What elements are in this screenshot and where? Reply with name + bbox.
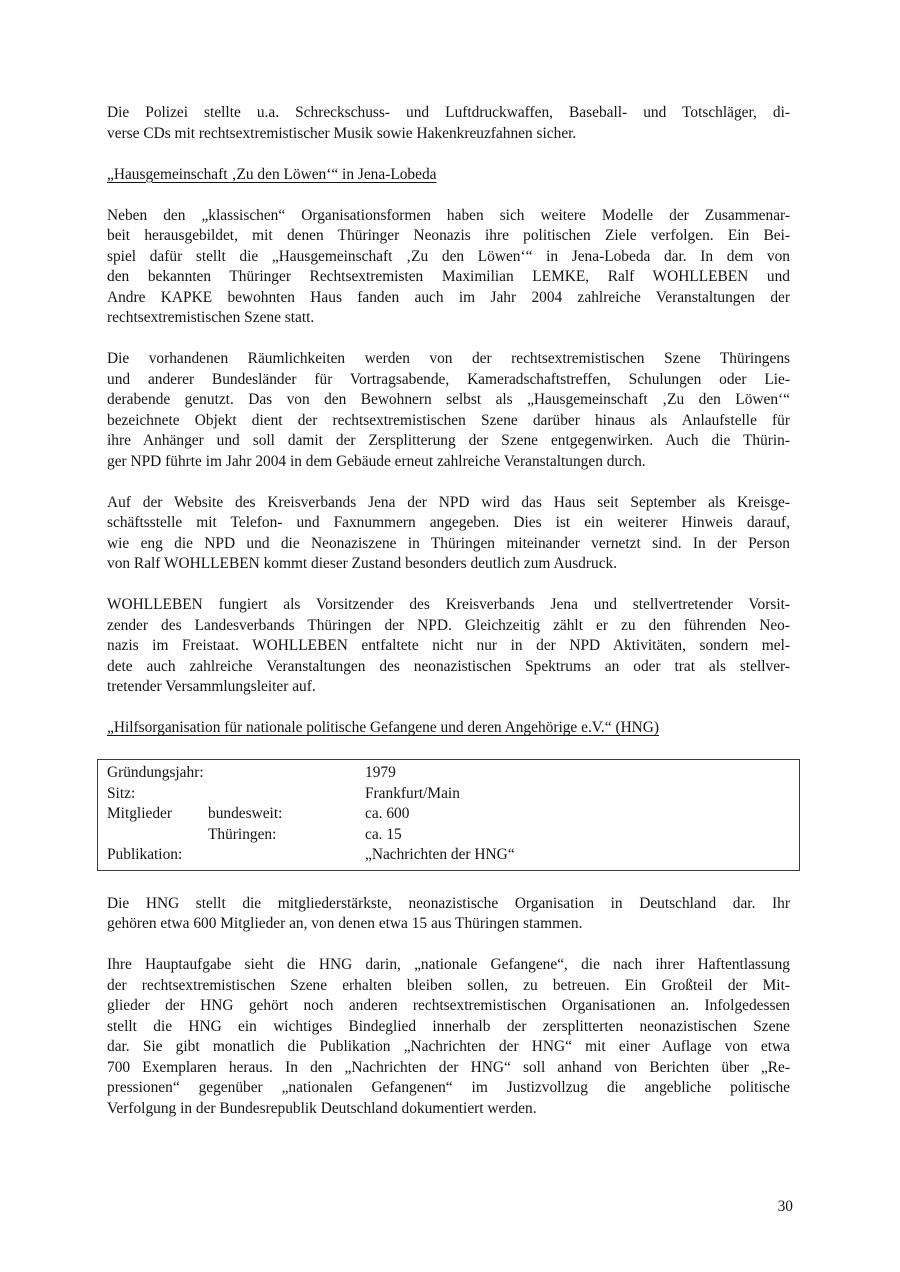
paragraph-line: der rechtsextremistischen Szene erhalten bleiben sollen, zu betreuen. Ein Großteil der Mit- (107, 976, 790, 994)
paragraph-line: zender des Landesverbands Thüringen der NPD. Gleichzeitig zählt er zu den führenden Neo- (107, 616, 790, 634)
infobox-row (107, 845, 799, 866)
infobox-sublabel (208, 763, 365, 784)
infobox-sublabel: bundesweit: (208, 805, 283, 822)
infobox-row (107, 763, 799, 784)
para-police-seizure (107, 103, 790, 144)
paragraph-line: beit herausgebildet, mit denen Thüringer Neonazis ihre politischen Ziele verfolgen. Ein Bei- (107, 227, 790, 244)
paragraph-line: und anderer Bundesländer für Vortragsabende, Kameradschaftstreffen, Schulungen oder Lie- (107, 370, 790, 388)
paragraph-line: dete auch zahlreiche Veranstaltungen des neonazistischen Spektrums an oder trat als stellver- (107, 657, 790, 675)
infobox-value: „Nachrichten der HNG“ (365, 846, 515, 863)
paragraph-line: dar. Sie gibt monatlich die Publikation „Nachrichten der HNG“ mit einer Auflage von etwa (107, 1038, 790, 1055)
paragraph-line: schäftsstelle mit Telefon- und Faxnummern angegeben. Dies ist ein weiterer Hinweis darauf, (107, 514, 790, 531)
infobox-sublabel (208, 845, 365, 866)
infobox-label: Publikation: (107, 846, 183, 863)
para-hng-hauptaufgabe (107, 955, 790, 1119)
para-hng-mitglieder (107, 894, 790, 935)
infobox-row (107, 784, 799, 805)
paragraph-line: gehören etwa 600 Mitglieder an, von denen etwa 15 aus Thüringen stammen. (107, 915, 583, 932)
paragraph-line: Auf der Website des Kreisverbands Jena der NPD wird das Haus seit September als Kreisge- (107, 493, 790, 511)
paragraph-line: den bekannten Thüringer Rechtsextremisten Maximilian LEMKE, Ralf WOHLLEBEN und (107, 268, 790, 285)
heading-hng: „Hilfsorganisation für nationale politische Gefangene und deren Angehörige e.V.“ (HNG) (107, 719, 660, 736)
paragraph-line: WOHLLEBEN fungiert als Vorsitzender des Kreisverbands Jena und stellvertretender Vorsit- (107, 596, 790, 613)
paragraph-line: pressionen“ gegenüber „nationalen Gefangenen“ im Justizvollzug die angebliche politische (107, 1079, 790, 1096)
infobox-label: Gründungsjahr: (107, 764, 204, 781)
document-body (107, 103, 790, 1140)
paragraph-line: ger NPD führte im Jahr 2004 in dem Gebäude erneut zahlreiche Veranstaltungen durch. (107, 452, 646, 470)
paragraph-line: derabende genutzt. Das von den Bewohnern selbst als „Hausgemeinschaft ‚Zu den Löwen‘“ (107, 391, 790, 408)
infobox-value: ca. 600 (365, 805, 410, 822)
paragraph-line: Andre KAPKE bewohnten Haus fanden auch im Jahr 2004 zahlreiche Veranstaltungen der (107, 288, 790, 306)
infobox-sublabel: Thüringen: (208, 825, 277, 843)
infobox-label: Sitz: (107, 784, 136, 802)
paragraph-line: wie eng die NPD und die Neonaziszene in Thüringen miteinander vernetzt sind. In der Person (107, 534, 790, 552)
infobox-value: Frankfurt/Main (365, 784, 460, 802)
paragraph-line: Neben den „klassischen“ Organisationsformen haben sich weitere Modelle der Zusammenar- (107, 206, 790, 224)
para-organisationsformen (107, 206, 790, 329)
paragraph-line: glieder der HNG gehört noch anderen rechtsextremistischen Organisationen an. Infolgedessen (107, 997, 790, 1014)
para-website-kreisverband (107, 493, 790, 575)
paragraph-line: verse CDs mit rechtsextremistischer Musik sowie Hakenkreuzfahnen sicher. (107, 124, 577, 142)
infobox-label (107, 825, 208, 846)
heading-hausgemeinschaft-zu-den-loewen: „Hausgemeinschaft ‚Zu den Löwen‘“ in Jena-Lobeda (107, 165, 437, 183)
infobox-label: Mitglieder (107, 805, 172, 822)
infobox-value: 1979 (365, 764, 396, 781)
infobox-row (107, 825, 799, 846)
paragraph-line: 700 Exemplaren heraus. In den „Nachrichten der HNG“ soll anhand von Berichten über „Re- (107, 1058, 790, 1076)
paragraph-line: Verfolgung in der Bundesrepublik Deutschland dokumentiert werden. (107, 1099, 537, 1117)
hng-infobox (97, 759, 800, 871)
paragraph-line: Ihre Hauptaufgabe sieht die HNG darin, „nationale Gefangene“, die nach ihrer Haftentlassung (107, 956, 790, 973)
paragraph-line: ihre Anhänger und soll damit der Zersplitterung der Szene entgegenwirken. Auch die Thürin- (107, 432, 790, 449)
paragraph-line: rechtsextremistischen Szene statt. (107, 309, 315, 326)
paragraph-line: von Ralf WOHLLEBEN kommt dieser Zustand besonders deutlich zum Ausdruck. (107, 555, 618, 572)
infobox-sublabel (208, 784, 365, 805)
paragraph-line: Die Polizei stellte u.a. Schreckschuss- und Luftdruckwaffen, Baseball- und Totschläger, di- (107, 104, 790, 121)
paragraph-line: nazis im Freistaat. WOHLLEBEN entfaltete nicht nur in der NPD Aktivitäten, sondern mel- (107, 637, 790, 654)
infobox-row (107, 804, 799, 825)
para-raeumlichkeiten (107, 349, 790, 472)
paragraph-line: tretender Versammlungsleiter auf. (107, 678, 316, 695)
paragraph-line: stellt die HNG ein wichtiges Bindeglied innerhalb der zersplitterten neonazistischen Szene (107, 1017, 790, 1035)
page-number: 30 (777, 1198, 793, 1215)
paragraph-line: Die vorhandenen Räumlichkeiten werden von der rechtsextremistischen Szene Thüringens (107, 350, 790, 367)
para-wohlleben (107, 595, 790, 698)
infobox-value: ca. 15 (365, 825, 402, 843)
paragraph-line: bezeichnete Objekt dient der rechtsextremistischen Szene darüber hinaus als Anlaufstelle für (107, 411, 790, 429)
paragraph-line: Die HNG stellt die mitgliederstärkste, neonazistische Organisation in Deutschland dar. Ihr (107, 894, 790, 912)
paragraph-line: spiel dafür stellt die „Hausgemeinschaft ‚Zu den Löwen‘“ in Jena-Lobeda dar. In dem von (107, 247, 790, 265)
